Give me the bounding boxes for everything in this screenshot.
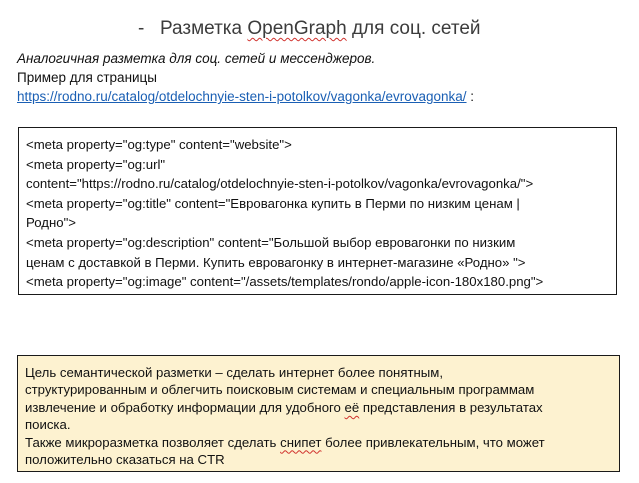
opengraph-code-box (18, 127, 617, 295)
note-line: структурированным и облегчить поисковым системам и специальным программам (25, 382, 535, 398)
intro-italic-line: Аналогичная разметка для соц. сетей и мессенджеров. (17, 51, 376, 66)
link-suffix: : (466, 89, 475, 104)
heading-text-pre: Разметка (160, 18, 248, 39)
heading-bullet-dash: - (138, 18, 145, 39)
heading-text-spellchecked: OpenGraph (247, 18, 347, 39)
note-line: положительно сказаться на CTR (25, 452, 225, 468)
code-line: <meta property="og:image" content="/assets/templates/rondo/apple-icon-180x180.png"> (26, 274, 544, 290)
code-line: content="https://rodno.ru/catalog/otdelochnyie-sten-i-potolkov/vagonka/evrovagonka/"> (26, 176, 534, 192)
note-text: более привлекательным, что может (321, 434, 545, 450)
note-text: Также микроразметка позволяет сделать (25, 434, 281, 450)
code-line: Родно"> (26, 215, 76, 231)
note-line: поиска. (25, 417, 71, 433)
semantic-markup-note (17, 355, 620, 472)
example-page-link[interactable]: https://rodno.ru/catalog/otdelochnyie-sten-i-potolkov/vagonka/evrovagonka/ (17, 89, 467, 104)
code-line: <meta property="og:description" content="Большой выбор евровагонки по низким (26, 234, 516, 250)
intro-link-line (17, 87, 474, 106)
code-line: <meta property="og:type" content="website"> (26, 137, 292, 152)
note-line (25, 434, 619, 451)
heading-text-post: для соц. сетей (346, 18, 481, 39)
note-text: извлечение и обработку информации для удобного (25, 399, 345, 415)
code-line: <meta property="og:title" content="Евровагонка купить в Перми по низким ценам | (26, 195, 520, 211)
note-text-spellchecked: её (344, 399, 360, 415)
intro-example-line: Пример для страницы (17, 70, 157, 85)
code-line: ценам с доставкой в Перми. Купить евровагонку в интернет-магазине «Родно» "> (26, 254, 526, 270)
note-text-spellchecked: снипет (280, 434, 322, 450)
note-text: представления в результатах (359, 399, 543, 415)
note-line: Цель семантической разметки – сделать интернет более понятным, (25, 365, 443, 380)
note-line (25, 399, 619, 416)
slide-heading (138, 18, 481, 40)
intro-block (17, 49, 474, 106)
code-line: <meta property="og:url" (26, 156, 166, 172)
